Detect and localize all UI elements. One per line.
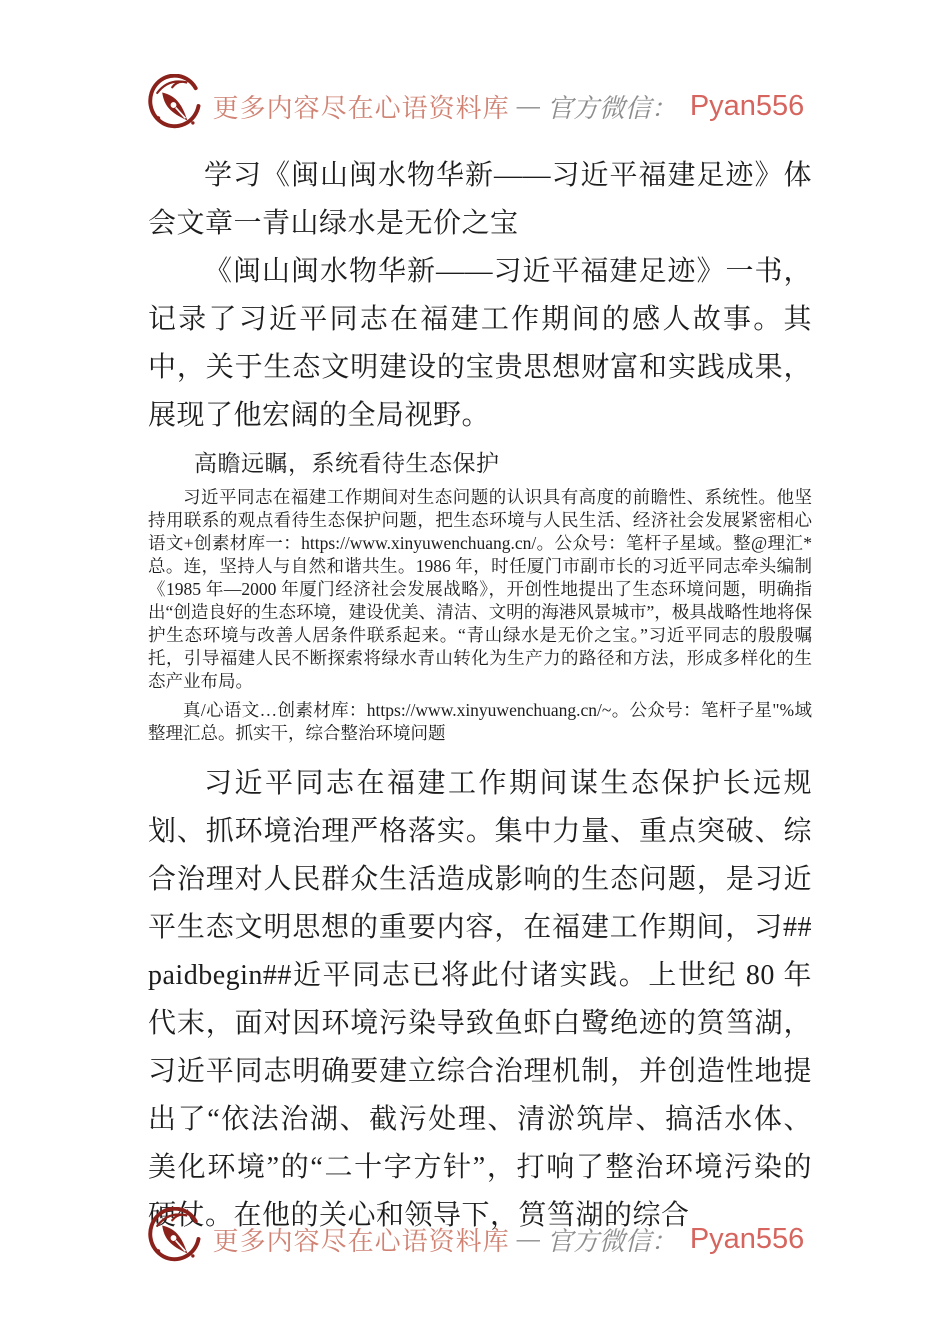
wechat-label: 官方微信：	[546, 93, 677, 123]
body-paragraph: 习近平同志在福建工作期间谋生态保护长远规划、抓环境治理严格落实。集中力量、重点突破、综合治理对人民群众生活造成影响的生态问题，是习近平生态文明思想的重要内容，在福建工作期间，习##paidbegin##近平同志已将此付诸实践。上世纪 80 年代末，面对因环境污染导致鱼虾白鹭绝迹的筼筜湖，习近平同志明确要建立综合治理机制，并创造性地提出了“依法治湖、截污处理、清淤筑岸、搞活水体、美化环境”的“二十字方针”，打响了整治环境污染的硬仗。在他的关心和领导下，筼筜湖的综合	[148, 768, 812, 1231]
wechat-id: Pyan556	[689, 89, 805, 122]
watermark-separator: —	[516, 1224, 540, 1253]
watermark-brand-text: 更多内容尽在心语资料库	[212, 1226, 510, 1256]
document-content	[148, 152, 812, 1240]
intro-paragraph: 《闽山闽水物华新——习近平福建足迹》一书，记录了习近平同志在福建工作期间的感人故事。其中，关于生态文明建设的宝贵思想财富和实践成果，展现了他宏阔的全局视野。	[148, 256, 812, 431]
page-footer-watermark	[0, 1206, 950, 1272]
wechat-id: Pyan556	[689, 1222, 805, 1255]
wechat-label: 官方微信：	[546, 1226, 677, 1256]
page-header-watermark	[0, 73, 950, 139]
detail-paragraph: 习近平同志在福建工作期间对生态问题的认识具有高度的前瞻性、系统性。他坚持用联系的观点看待生态保护问题，把生态环境与人民生活、经济社会发展紧密相心语文+创素材库一：https://www.xinyuwenchuang.cn/。公众号：笔杆子星域。整@理汇*总。连，坚持人与自然和谐共生。1986 年，时任厦门市副市长的习近平同志牵头编制《1985 年—2000 年厦门经济社会发展战略》，开创性地提出了生态环境问题，明确指出“创造良好的生态环境，建设优美、清洁、文明的海港风景城市”，极具战略性地将保护生态环境与改善人居条件联系起来。“青山绿水是无价之宝。”习近平同志的殷殷嘱托，引导福建人民不断探索将绿水青山转化为生产力的路径和方法，形成多样化的生态产业布局。	[148, 487, 812, 691]
pen-emblem-icon	[146, 1207, 206, 1271]
watermark-note-paragraph: 真/心语文…创素材库：https://www.xinyuwenchuang.cn/~。公众号：笔杆子星"%域整理汇总。抓实干，综合整治环境问题	[148, 700, 812, 743]
watermark-separator: —	[516, 91, 540, 120]
section-heading: 高瞻远瞩，系统看待生态保护	[194, 451, 500, 476]
pen-emblem-icon	[146, 74, 206, 138]
document-title: 学习《闽山闽水物华新——习近平福建足迹》体会文章一青山绿水是无价之宝	[148, 160, 812, 239]
watermark-brand-text: 更多内容尽在心语资料库	[212, 93, 510, 123]
